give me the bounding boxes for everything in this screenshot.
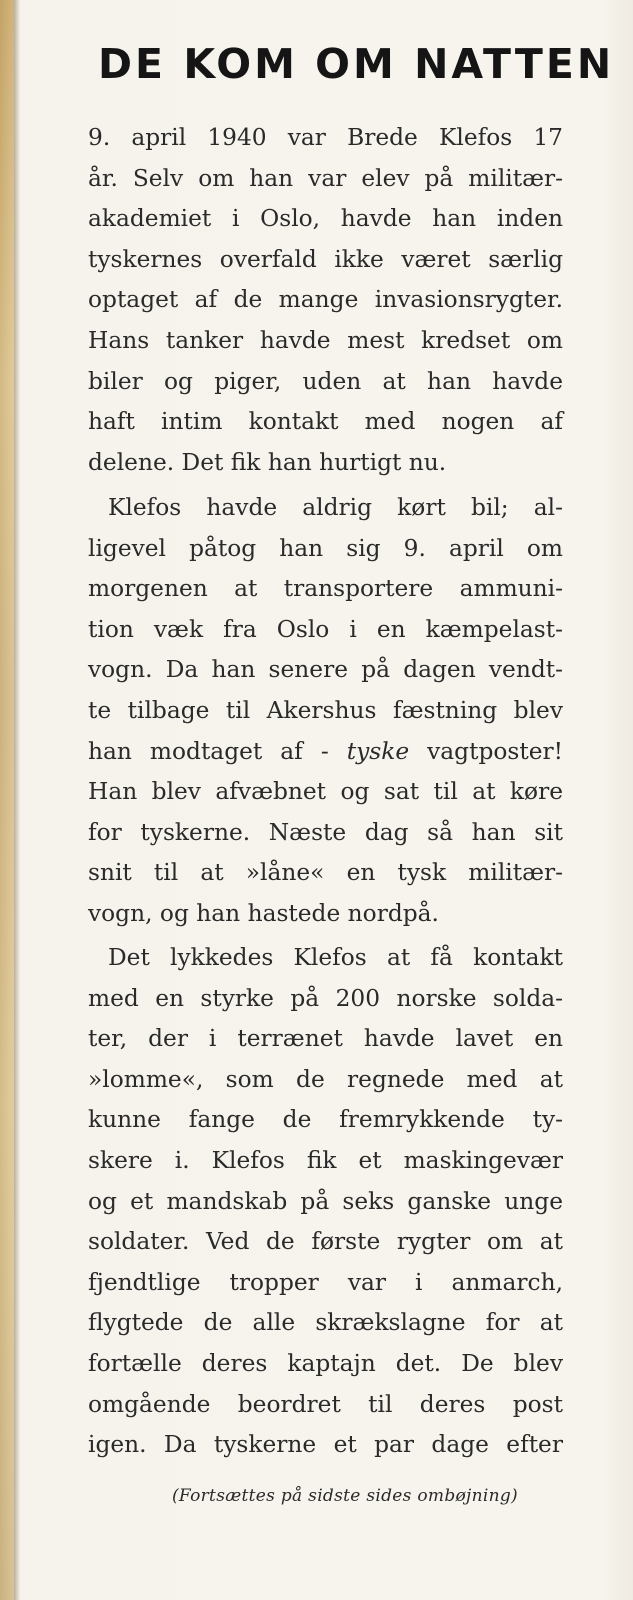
text-line: soldater. Ved de første rygter om at [88, 1228, 563, 1256]
text-line: år. Selv om han var elev på militær- [88, 164, 563, 192]
text-line: ligevel påtog han sig 9. april om [88, 534, 563, 562]
page-left-edge [0, 0, 14, 1600]
text-line: Klefos havde aldrig kørt bil; al- [108, 494, 563, 521]
text-line: og et mandskab på seks ganske unge [88, 1187, 563, 1215]
text-line: biler og piger, uden at han havde [88, 367, 563, 395]
text-line: skere i. Klefos fik et maskingevær [88, 1146, 563, 1174]
text-line: ter, der i terrænet havde lavet en [88, 1025, 563, 1053]
text-line: »lomme«, som de regnede med at [88, 1065, 563, 1093]
text-segment: han modtaget af - [88, 737, 347, 765]
text-line: akademiet i Oslo, havde han inden [88, 205, 563, 233]
text-line: delene. Det fik han hurtigt nu. [88, 448, 447, 476]
text-line: fjendtlige tropper var i anmarch, [88, 1268, 563, 1296]
text-line: fortælle deres kaptajn det. De blev [88, 1349, 563, 1377]
binding-shadow [14, 0, 20, 1600]
text-line: omgående beordret til deres post [88, 1390, 563, 1418]
text-line: 9. april 1940 var Brede Klefos 17 [88, 124, 563, 151]
text-line: igen. Da tyskerne et par dage efter [88, 1431, 563, 1459]
text-line: Hans tanker havde mest kredset om [88, 326, 563, 354]
text-line: tion væk fra Oslo i en kæmpelast- [88, 615, 563, 643]
paragraph-2 [88, 488, 563, 935]
text-line: te tilbage til Akershus fæstning blev [88, 696, 563, 724]
text-line: for tyskerne. Næste dag så han sit [88, 818, 563, 846]
article-title: DE KOM OM NATTEN [98, 40, 615, 88]
text-line: tyskernes overfald ikke været særlig [88, 245, 563, 273]
paragraph-3 [88, 938, 563, 1466]
text-line: optaget af de mange invasionsrygter. [88, 286, 563, 314]
text-line: kunne fange de fremrykkende ty- [88, 1106, 563, 1134]
text-segment: vagtposter! [409, 737, 563, 765]
text-line: Han blev afvæbnet og sat til at køre [88, 778, 563, 806]
text-line: haft intim kontakt med nogen af [88, 408, 563, 436]
text-line: med en styrke på 200 norske solda- [88, 984, 563, 1012]
text-line: flygtede de alle skrækslagne for at [88, 1309, 563, 1337]
paragraph-1 [88, 118, 563, 483]
text-line: morgenen at transportere ammuni- [88, 575, 563, 603]
italic-word: tyske [346, 737, 410, 765]
text-line: snit til at »låne« en tysk militær- [88, 859, 563, 887]
text-line-mixed [88, 732, 563, 773]
continuation-note: (Fortsættes på sidste sides ombøjning) [172, 1486, 518, 1506]
text-line: vogn. Da han senere på dagen vendt- [88, 656, 563, 684]
text-line: vogn, og han hastede nordpå. [88, 899, 439, 927]
text-line: Det lykkedes Klefos at få kontakt [108, 944, 563, 971]
